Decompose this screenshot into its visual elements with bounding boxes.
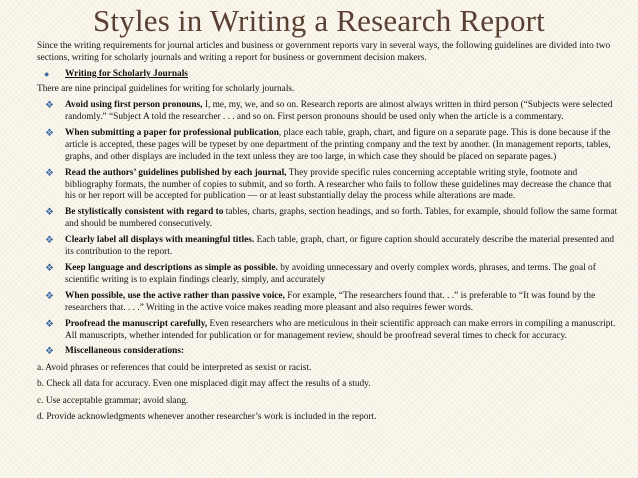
slide-title: Styles in Writing a Research Report <box>92 3 545 38</box>
guideline-body: Each table, graph, chart, or figure caption should accurately describe the material presented and its contribution to the report. <box>65 235 615 258</box>
diamond-bullet-icon: ❖ <box>45 235 54 247</box>
guideline-item <box>37 207 622 231</box>
intro-paragraph: Since the writing requirements for journal articles and business or government reports vary in several ways, the following guidelines are divided into two sections, writing for scholarly journals and writing a report for business or government decision makers. <box>37 41 611 63</box>
guideline-body: tables, charts, graphs, section headings, and so forth. Tables, for example, should follow the same format and should be numbered consecutively. <box>65 207 618 230</box>
diamond-bullet-icon: ❖ <box>45 290 54 302</box>
diamond-bullet-icon: ❖ <box>45 346 54 358</box>
guideline-item <box>37 263 622 287</box>
section-heading: Writing for Scholarly Journals <box>65 68 188 79</box>
section-heading-item <box>37 69 622 81</box>
guideline-body: For example, “The researchers found that. . .” is preferable to “It was found by the researchers that. . . .” Writing in the active voice makes reading more pleasant and also requires fewer words. <box>65 290 596 313</box>
diamond-bullet-icon: ❖ <box>45 100 54 112</box>
guideline-body: , place each table, graph, chart, and figure on a separate page. This is done because if the article is accepted, these pages will be typeset by one department of the printing company and the text by another. (In management reports, tables, graphs, and other displays are included in the text unless they are too large, in which case they should be placed on separate pages.) <box>65 127 611 162</box>
guideline-lead: Clearly label all displays with meaningful titles. <box>65 235 255 246</box>
diamond-bullet-icon: ❖ <box>45 263 54 274</box>
misc-item: a. Avoid phrases or references that could be interpreted as sexist or racist. <box>37 362 312 373</box>
guideline-item <box>37 346 622 358</box>
guideline-item <box>37 291 622 315</box>
guideline-lead: When possible, use the active rather than passive voice, <box>65 290 285 301</box>
misc-item: d. Provide acknowledgments whenever another researcher’s work is included in the report. <box>37 412 377 423</box>
misc-item: c. Use acceptable grammar; avoid slang. <box>37 395 189 406</box>
guideline-item <box>37 168 622 204</box>
guidelines-intro: There are nine principal guidelines for writing for scholarly journals. <box>37 84 295 95</box>
guideline-body: by avoiding unnecessary and overly complex words, phrases, and terms. The goal of scientific writing is to explain findings clearly, simply, and accurately <box>65 263 596 285</box>
guideline-lead: Read the authors’ guidelines published by each journal, <box>65 167 287 178</box>
guideline-lead: Proofread the manuscript carefully, <box>65 318 208 329</box>
guideline-item <box>37 235 622 259</box>
guideline-item <box>37 100 622 124</box>
guideline-lead: Be stylistically consistent with regard to <box>65 207 224 218</box>
diamond-bullet-icon: ❖ <box>45 167 54 179</box>
guideline-body: They provide specific rules concerning acceptable writing style, footnote and bibliography formats, the number of copies to submit, and so forth. A researcher who fails to follow these guidelines may decrease the chance that his or her report will be accepted for publication — or at least substantially delay the process while alterations are made. <box>65 167 612 202</box>
diamond-bullet-icon: ❖ <box>45 318 54 330</box>
guideline-lead: When submitting a paper for professional publication <box>65 127 279 138</box>
slide-body <box>37 41 622 424</box>
misc-item: b. Check all data for accuracy. Even one misplaced digit may affect the results of a study. <box>37 379 371 390</box>
guideline-body: I, me, my, we, and so on. Research reports are almost always written in third person (“Subjects were selected randomly.” “Subject A told the researcher . . . and so on. First person pronouns should be used only when the article is a commentary. <box>65 100 613 123</box>
diamond-bullet-icon: ❖ <box>45 127 54 139</box>
guideline-lead: Keep language and descriptions as simple as possible. <box>65 263 278 273</box>
diamond-bullet-icon: ❖ <box>45 207 54 219</box>
guideline-item <box>37 128 622 164</box>
guideline-item <box>37 319 622 343</box>
round-bullet-icon: ● <box>44 68 50 79</box>
guideline-lead: Miscellaneous considerations: <box>65 346 185 357</box>
guideline-lead: Avoid using first person pronouns, <box>65 100 203 111</box>
guideline-body: Even researchers who are meticulous in their scientific approach can make errors in compiling a manuscript. All manuscripts, whether intended for publication or for management review, should be proofread several times to check for accuracy. <box>65 318 616 341</box>
